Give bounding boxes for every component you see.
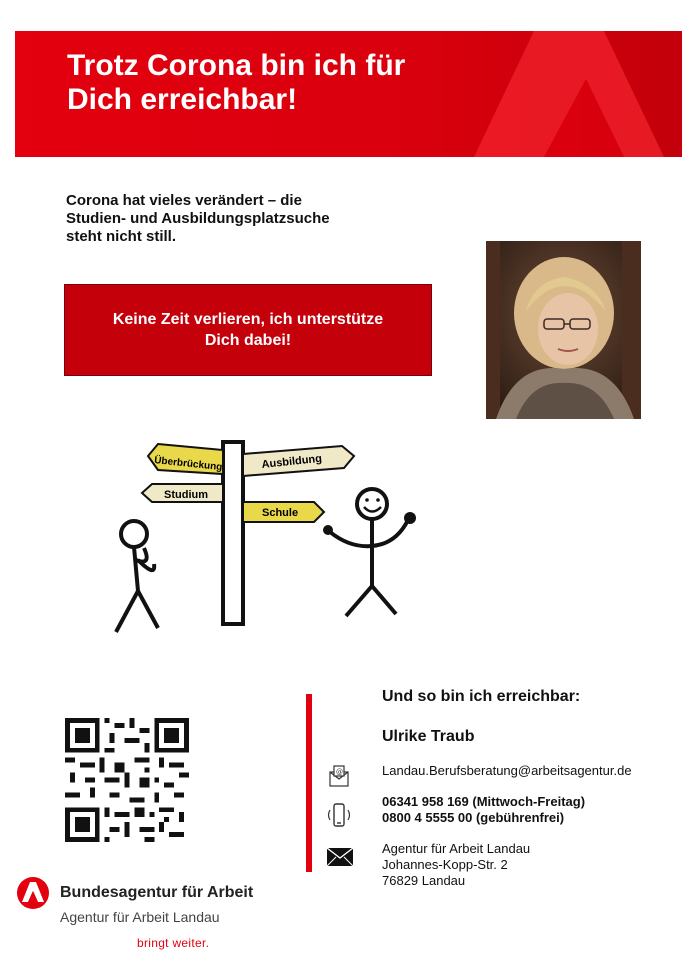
contact-name: Ulrike Traub — [382, 728, 475, 745]
signpost-illustration — [100, 436, 460, 646]
contact-heading: Und so bin ich erreichbar: — [382, 688, 581, 705]
address-line-1: Agentur für Arbeit Landau — [382, 841, 531, 856]
org-name: Bundesagentur für Arbeit — [60, 884, 254, 901]
contact-email-link[interactable]: Landau.Berufsberatung@arbeitsagentur.de — [382, 763, 632, 778]
divider-bar — [306, 694, 312, 872]
address-line-3: 76829 Landau — [382, 873, 466, 888]
letter-icon — [326, 847, 354, 867]
sign-ueberbrueckung: Überbrückung — [153, 455, 223, 474]
callout-text: Keine Zeit verlieren, ich unterstütze Dich dabei! — [112, 311, 384, 349]
office-name: Agentur für Arbeit Landau — [60, 909, 220, 925]
header-banner — [15, 31, 682, 157]
ba-logo-icon — [16, 876, 50, 910]
sign-schule: Schule — [262, 507, 299, 519]
address-line-2: Johannes-Kopp-Str. 2 — [382, 857, 508, 872]
callout-box — [64, 284, 432, 376]
contact-phone-free[interactable]: 0800 4 5555 00 (gebührenfrei) — [382, 810, 565, 825]
contact-phone-office[interactable]: 06341 958 169 (Mittwoch-Freitag) — [382, 794, 586, 809]
phone-icon — [326, 802, 352, 830]
intro-text: Corona hat vieles verändert – die Studien- und Ausbildungsplatzsuche steht nicht still. — [66, 192, 330, 245]
sign-studium: Studium — [164, 489, 208, 501]
page-title: Trotz Corona bin ich für Dich erreichbar! — [67, 49, 406, 116]
email-icon — [328, 764, 350, 788]
sign-ausbildung: Ausbildung — [261, 452, 323, 471]
slogan: bringt weiter. — [137, 936, 210, 950]
svg-text:@: @ — [336, 768, 343, 776]
qr-code[interactable] — [65, 718, 189, 842]
ba-logo-watermark-icon — [474, 31, 664, 157]
advisor-portrait — [486, 241, 641, 419]
